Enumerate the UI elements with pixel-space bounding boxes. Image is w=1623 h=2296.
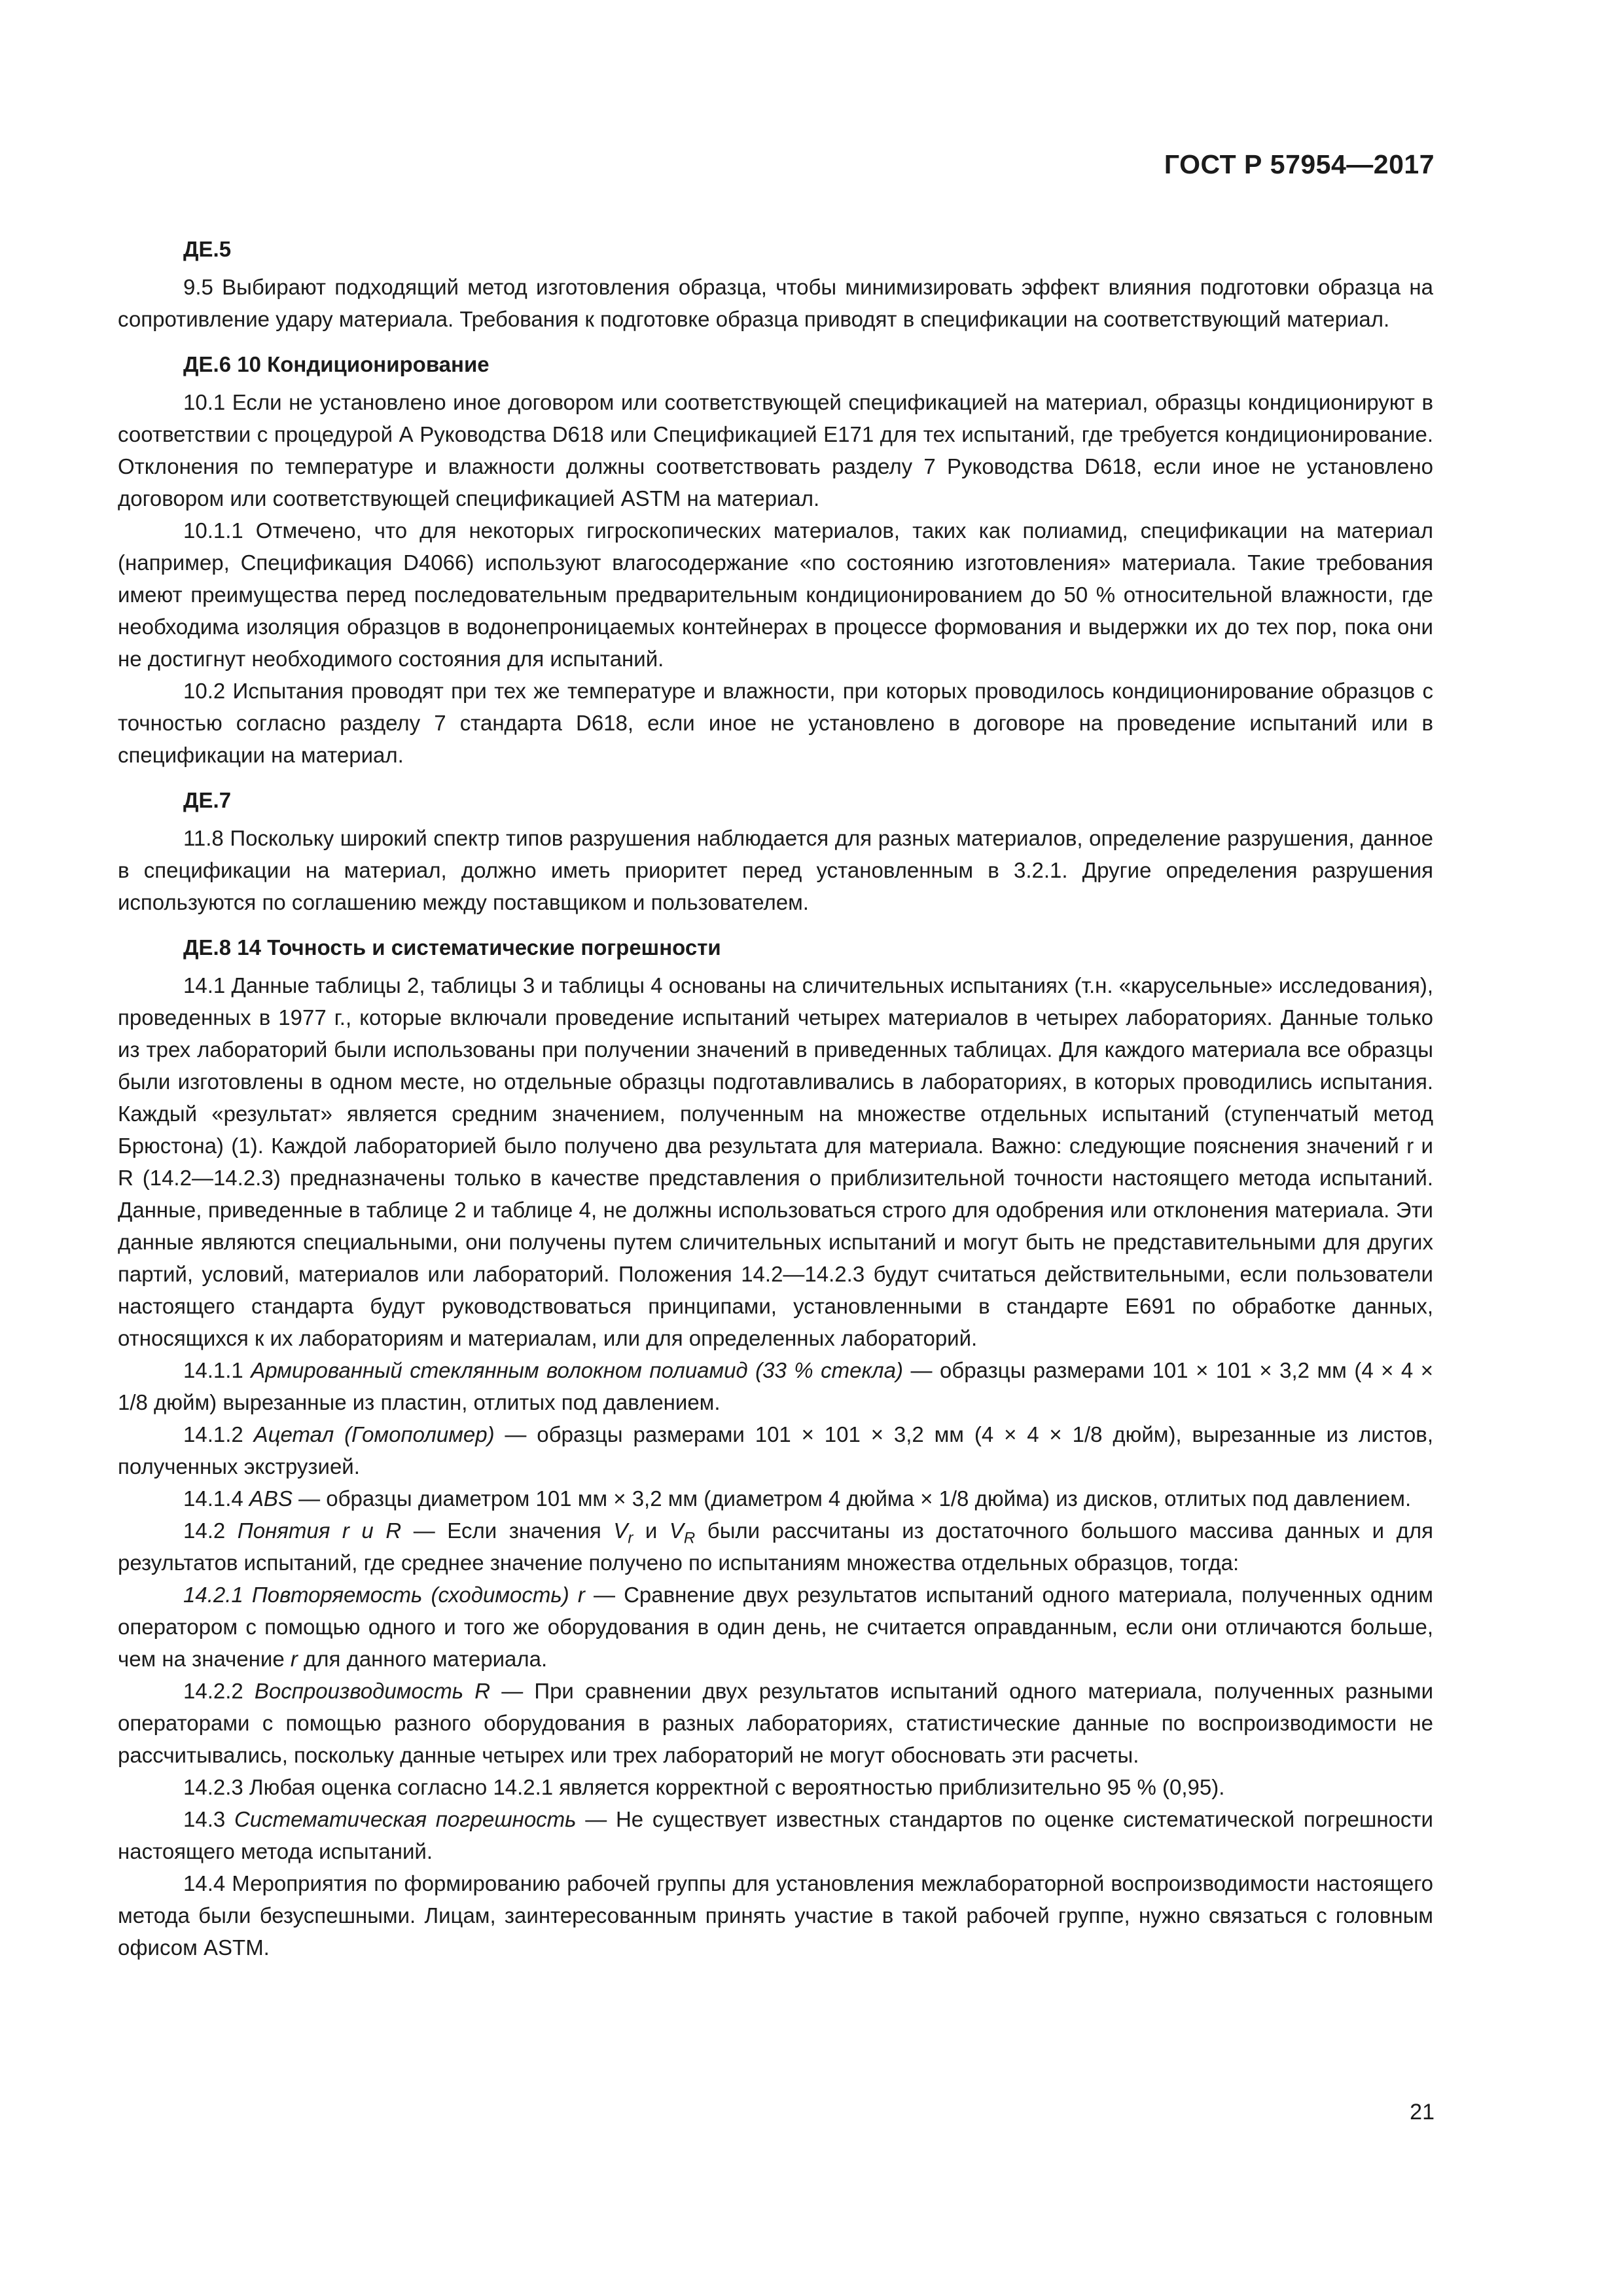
paragraph-14-1-1 (118, 1354, 1433, 1418)
clause-term: Понятия r и R (237, 1518, 402, 1543)
clause-term: ABS (249, 1486, 293, 1511)
variable-v: V (613, 1518, 628, 1543)
paragraph-14-3 (118, 1803, 1433, 1867)
variable-subscript: R (683, 1529, 696, 1547)
clause-text: — Не существует известных стандартов по оценке систематической погрешности настоящего метода испытаний. (118, 1807, 1433, 1863)
section-heading-de5: ДЕ.5 (183, 237, 232, 261)
paragraph-10-1-1: 10.1.1 Отмечено, что для некоторых гигроскопических материалов, таких как полиамид, спецификации на материал (например, Спецификация D4066) используют влагосодержание «по состоянию изготовления» материала. Такие требования имеют преимущества перед последовательным предварительным кондиционированием до 50 % относительной влажности, где необходима изоляция образцов в водонепроницаемых контейнерах в процессе формования и выдержки их до тех пор, пока они не достигнут необходимого состояния для испытаний. (118, 518, 1433, 671)
clause-number: 14.2.1 (183, 1583, 243, 1607)
clause-term: Армированный стеклянным волокном полиамид (33 % стекла) (251, 1358, 903, 1382)
paragraph-10-1: 10.1 Если не установлено иное договором или соответствующей спецификацией на материал, образцы кондиционируют в соответствии с процедурой А Руководства D618 или Спецификацией E171 для тех испытаний, где требуется кондиционирование. Отклонения по температуре и влажности должны соответствовать разделу 7 Руководства D618, если иное не установлено договором или соответствующей спецификацией ASTM на материал. (118, 390, 1433, 511)
clause-text: — образцы размерами 101 × 101 × 3,2 мм (4 × 4 × 1/8 дюйм) вырезанные из пластин, отлитых под давлением. (118, 1358, 1433, 1414)
variable-r: r (290, 1647, 298, 1671)
paragraph-14-1-2 (118, 1418, 1433, 1482)
section-heading-de6: ДЕ.6 10 Кондиционирование (183, 352, 490, 376)
clause-number: 14.1.2 (183, 1422, 243, 1446)
paragraph-14-2-1 (118, 1579, 1433, 1675)
paragraph-11-8: 11.8 Поскольку широкий спектр типов разрушения наблюдается для разных материалов, определение разрушения, данное в спецификации на материал, должно иметь приоритет перед установленным в 3.2.1. Другие определения разрушения используются по соглашению между поставщиком и пользователем. (118, 826, 1433, 914)
clause-term: Воспроизводимость R (254, 1679, 491, 1703)
clause-number: 14.1.4 (183, 1486, 243, 1511)
paragraph-14-1-4 (118, 1482, 1433, 1515)
page-body (118, 226, 1433, 1964)
paragraph-9-5: 9.5 Выбирают подходящий метод изготовления образца, чтобы минимизировать эффект влияния подготовки образца на сопротивление удару материала. Требования к подготовке образца приводят в спецификации на соответствующий материал. (118, 275, 1433, 331)
clause-number: 14.3 (183, 1807, 226, 1831)
paragraph-10-2: 10.2 Испытания проводят при тех же температуре и влажности, при которых проводилось кондиционирование образцов с точностью согласно разделу 7 стандарта D618, если иное не установлено в договоре на проведение испытаний или в спецификации на материал. (118, 679, 1433, 767)
clause-text: — При сравнении двух результатов испытаний одного материала, полученных разными операторами с помощью разного оборудования в разных лабораториях, статистические данные по воспроизводимости не рассчитывались, поскольку данные четырех или трех лабораторий не могут обосновать эти расчеты. (118, 1679, 1434, 1767)
clause-text: были рассчитаны из достаточного большого массива данных и для результатов испытаний, где среднее значение получено по испытаниям множества отдельных образцов, тогда: (118, 1518, 1433, 1575)
clause-text: — Если значения (401, 1518, 614, 1543)
clause-term: Систематическая погрешность (234, 1807, 577, 1831)
clause-number: 14.1.1 (183, 1358, 243, 1382)
clause-text: — Сравнение двух результатов испытаний одного материала, полученных одним оператором с помощью одного и того же оборудования в один день, не считается оправданным, если они отличаются больше, чем на значение (118, 1583, 1433, 1671)
paragraph-14-1: 14.1 Данные таблицы 2, таблицы 3 и таблицы 4 основаны на сличительных испытаниях (т.н. «карусельные» исследования), проведенных в 1977 г., которые включали проведение испытаний четырех материалов в четырех лабораториях. Данные только из трех лабораторий были использованы при получении значений в приведенных таблицах. Для каждого материала все образцы были изготовлены в одном месте, но отдельные образцы подготавливались в лабораториях, в которых проводились испытания. Каждый «результат» является средним значением, полученным на множестве отдельных испытаний (ступенчатый метод Брюстона) (1). Каждой лабораторией было получено два результата для материала. Важно: следующие пояснения значений r и R (14.2—14.2.3) предназначены только в качестве представления о приблизительной точности настоящего метода испытаний. Данные, приведенные в таблице 2 и таблице 4, не должны использоваться строго для одобрения или отклонения материала. Эти данные являются специальными, они получены путем сличительных испытаний и могут быть не представительными для других партий, условий, материалов или лабораторий. Положения 14.2—14.2.3 будут считаться действительными, если пользователи настоящего стандарта будут руководствоваться принципами, установленными в стандарте E691 по обработке данных, относящихся к их лабораториям и материалам, или для определенных лабораторий. (118, 973, 1433, 1350)
clause-number: 14.2.2 (183, 1679, 243, 1703)
clause-number: 14.2 (183, 1518, 226, 1543)
paragraph-14-2 (118, 1515, 1433, 1579)
section-heading-de8: ДЕ.8 14 Точность и систематические погрешности (183, 935, 721, 960)
variable-v: V (669, 1518, 684, 1543)
page-number: 21 (1410, 2100, 1435, 2125)
document-code: ГОСТ Р 57954—2017 (1164, 149, 1435, 179)
paragraph-14-2-3: 14.2.3 Любая оценка согласно 14.2.1 является корректной с вероятностью приблизительно 95 % (0,95). (183, 1775, 1225, 1799)
variable-subscript: r (628, 1529, 633, 1547)
clause-term: Повторяемость (сходимость) r (251, 1583, 585, 1607)
clause-text: и (633, 1518, 669, 1543)
clause-text: — образцы размерами 101 × 101 × 3,2 мм (4 × 4 × 1/8 дюйм), вырезанные из листов, полученных экструзией. (118, 1422, 1434, 1479)
paragraph-14-2-2 (118, 1675, 1433, 1771)
clause-text: — образцы диаметром 101 мм × 3,2 мм (диаметром 4 дюйма × 1/8 дюйма) из дисков, отлитых под давлением. (292, 1486, 1412, 1511)
clause-text: для данного материала. (297, 1647, 548, 1671)
section-heading-de7: ДЕ.7 (183, 788, 232, 812)
paragraph-14-4: 14.4 Мероприятия по формированию рабочей группы для установления межлабораторной воспроизводимости настоящего метода были безуспешными. Лицам, заинтересованным принять участие в такой рабочей группе, нужно связаться с головным офисом ASTM. (118, 1871, 1433, 1960)
clause-term: Ацетал (Гомополимер) (253, 1422, 495, 1446)
